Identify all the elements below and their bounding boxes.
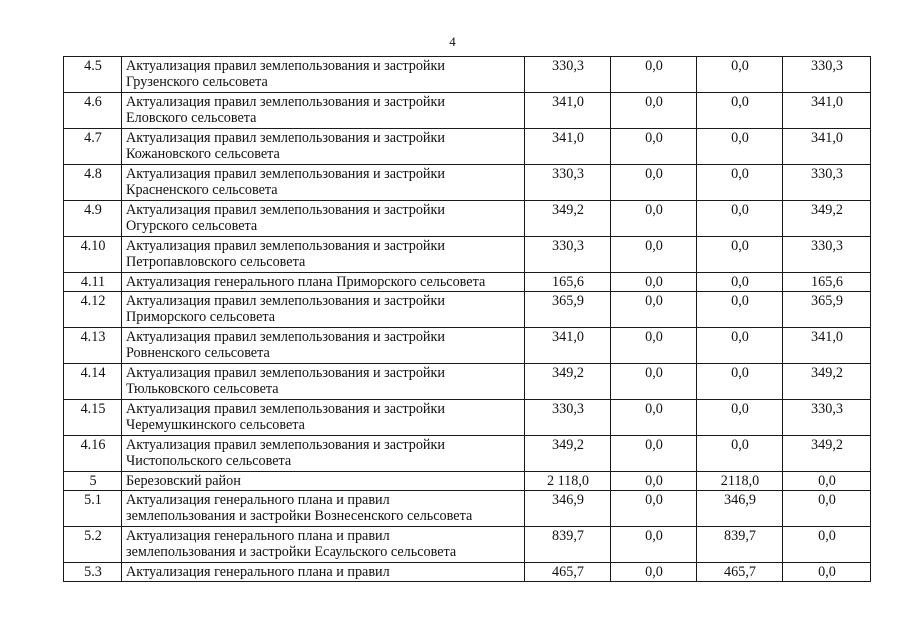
value-cell-v1: 346,9 [525,491,611,527]
value-cell-v1: 349,2 [525,436,611,472]
table-row [64,292,871,328]
description-line: Актуализация правил землепользования и застройки [126,202,445,218]
row-number-cell: 4.12 [64,292,122,328]
value-cell-v4: 0,0 [783,491,871,527]
value-cell-v1: 349,2 [525,201,611,237]
row-description-cell [122,201,525,237]
value-cell-v3: 0,0 [697,165,783,201]
row-number-cell: 4.16 [64,436,122,472]
value-cell-v2: 0,0 [611,472,697,491]
value-cell-v3: 839,7 [697,527,783,563]
description-line: Актуализация правил землепользования и застройки [126,437,445,453]
value-cell-v1: 365,9 [525,292,611,328]
value-cell-v3: 0,0 [697,328,783,364]
table-row [64,201,871,237]
value-cell-v4: 165,6 [783,273,871,292]
value-cell-v4: 330,3 [783,57,871,93]
row-number-cell: 4.5 [64,57,122,93]
value-cell-v2: 0,0 [611,57,697,93]
value-cell-v2: 0,0 [611,328,697,364]
description-line: Красненского сельсовета [126,182,278,198]
value-cell-v1: 465,7 [525,563,611,582]
description-line: Кожановского сельсовета [126,146,280,162]
page-number: 4 [449,34,456,49]
row-number-cell: 4.9 [64,201,122,237]
row-number-cell: 4.15 [64,400,122,436]
value-cell-v4: 0,0 [783,563,871,582]
value-cell-v3: 0,0 [697,201,783,237]
value-cell-v1: 2 118,0 [525,472,611,491]
value-cell-v4: 341,0 [783,328,871,364]
row-description-cell [122,237,525,273]
description-line: Приморского сельсовета [126,309,276,325]
value-cell-v1: 165,6 [525,273,611,292]
table-row [64,273,871,292]
description-line: Березовский район [126,473,241,489]
row-description-cell [122,57,525,93]
table-row [64,57,871,93]
value-cell-v4: 0,0 [783,472,871,491]
value-cell-v2: 0,0 [611,491,697,527]
description-line: Актуализация правил землепользования и застройки [126,238,445,254]
table-row [64,364,871,400]
value-cell-v2: 0,0 [611,563,697,582]
row-number-cell: 4.6 [64,93,122,129]
value-cell-v4: 349,2 [783,436,871,472]
value-cell-v2: 0,0 [611,292,697,328]
description-line: Актуализация правил землепользования и застройки [126,365,445,381]
row-number-cell: 4.10 [64,237,122,273]
value-cell-v3: 0,0 [697,129,783,165]
description-line: Актуализация правил землепользования и застройки [126,401,445,417]
description-line: Актуализация правил землепользования и застройки [126,58,445,74]
table-row [64,563,871,582]
value-cell-v3: 0,0 [697,400,783,436]
value-cell-v2: 0,0 [611,201,697,237]
table-row [64,237,871,273]
row-description-cell [122,273,525,292]
description-line: землепользования и застройки Вознесенского сельсовета [126,508,473,524]
table-row [64,527,871,563]
table-row [64,129,871,165]
row-description-cell [122,472,525,491]
value-cell-v2: 0,0 [611,436,697,472]
description-line: Еловского сельсовета [126,110,257,126]
description-line: Актуализация правил землепользования и застройки [126,94,445,110]
value-cell-v4: 330,3 [783,165,871,201]
value-cell-v4: 341,0 [783,93,871,129]
row-description-cell [122,364,525,400]
description-line: Грузенского сельсовета [126,74,268,90]
description-line: Ровненского сельсовета [126,345,270,361]
value-cell-v3: 0,0 [697,436,783,472]
row-number-cell: 4.11 [64,273,122,292]
row-description-cell [122,400,525,436]
table-body [64,57,871,582]
row-description-cell [122,165,525,201]
description-line: Актуализация правил землепользования и застройки [126,130,445,146]
value-cell-v3: 2118,0 [697,472,783,491]
value-cell-v4: 341,0 [783,129,871,165]
table-row [64,436,871,472]
value-cell-v4: 349,2 [783,201,871,237]
row-description-cell [122,129,525,165]
value-cell-v3: 0,0 [697,292,783,328]
value-cell-v4: 365,9 [783,292,871,328]
value-cell-v3: 0,0 [697,273,783,292]
value-cell-v1: 349,2 [525,364,611,400]
description-line: Тюльковского сельсовета [126,381,279,397]
value-cell-v4: 330,3 [783,237,871,273]
table-row [64,93,871,129]
value-cell-v3: 0,0 [697,57,783,93]
value-cell-v2: 0,0 [611,400,697,436]
row-number-cell: 5.1 [64,491,122,527]
description-line: Чистопольского сельсовета [126,453,292,469]
description-line: Актуализация генерального плана Приморского сельсовета [126,274,486,290]
description-line: Огурского сельсовета [126,218,258,234]
value-cell-v1: 330,3 [525,57,611,93]
row-description-cell [122,328,525,364]
budget-table [63,56,871,582]
description-line: Актуализация правил землепользования и застройки [126,293,445,309]
value-cell-v1: 330,3 [525,400,611,436]
row-number-cell: 5.2 [64,527,122,563]
row-description-cell [122,491,525,527]
description-line: Актуализация генерального плана и правил [126,528,390,544]
value-cell-v3: 0,0 [697,364,783,400]
value-cell-v3: 465,7 [697,563,783,582]
row-description-cell [122,93,525,129]
value-cell-v3: 0,0 [697,93,783,129]
description-line: Актуализация генерального плана и правил [126,564,390,580]
value-cell-v4: 349,2 [783,364,871,400]
value-cell-v4: 0,0 [783,527,871,563]
row-number-cell: 5.3 [64,563,122,582]
table-row [64,328,871,364]
description-line: Актуализация правил землепользования и застройки [126,166,445,182]
description-line: Актуализация правил землепользования и застройки [126,329,445,345]
value-cell-v1: 330,3 [525,165,611,201]
description-line: Петропавловского сельсовета [126,254,306,270]
table-row [64,491,871,527]
row-description-cell [122,292,525,328]
value-cell-v1: 341,0 [525,129,611,165]
value-cell-v2: 0,0 [611,129,697,165]
table-row [64,400,871,436]
row-description-cell [122,563,525,582]
value-cell-v2: 0,0 [611,364,697,400]
value-cell-v3: 346,9 [697,491,783,527]
row-number-cell: 4.13 [64,328,122,364]
table-row [64,472,871,491]
value-cell-v2: 0,0 [611,93,697,129]
value-cell-v1: 341,0 [525,328,611,364]
value-cell-v1: 330,3 [525,237,611,273]
row-number-cell: 4.8 [64,165,122,201]
row-description-cell [122,436,525,472]
value-cell-v3: 0,0 [697,237,783,273]
value-cell-v2: 0,0 [611,237,697,273]
description-line: Черемушкинского сельсовета [126,417,305,433]
table-row [64,165,871,201]
value-cell-v2: 0,0 [611,165,697,201]
row-number-cell: 4.14 [64,364,122,400]
value-cell-v2: 0,0 [611,527,697,563]
value-cell-v2: 0,0 [611,273,697,292]
value-cell-v1: 341,0 [525,93,611,129]
value-cell-v1: 839,7 [525,527,611,563]
row-number-cell: 4.7 [64,129,122,165]
description-line: землепользования и застройки Есаульского сельсовета [126,544,457,560]
value-cell-v4: 330,3 [783,400,871,436]
description-line: Актуализация генерального плана и правил [126,492,390,508]
row-number-cell: 5 [64,472,122,491]
row-description-cell [122,527,525,563]
